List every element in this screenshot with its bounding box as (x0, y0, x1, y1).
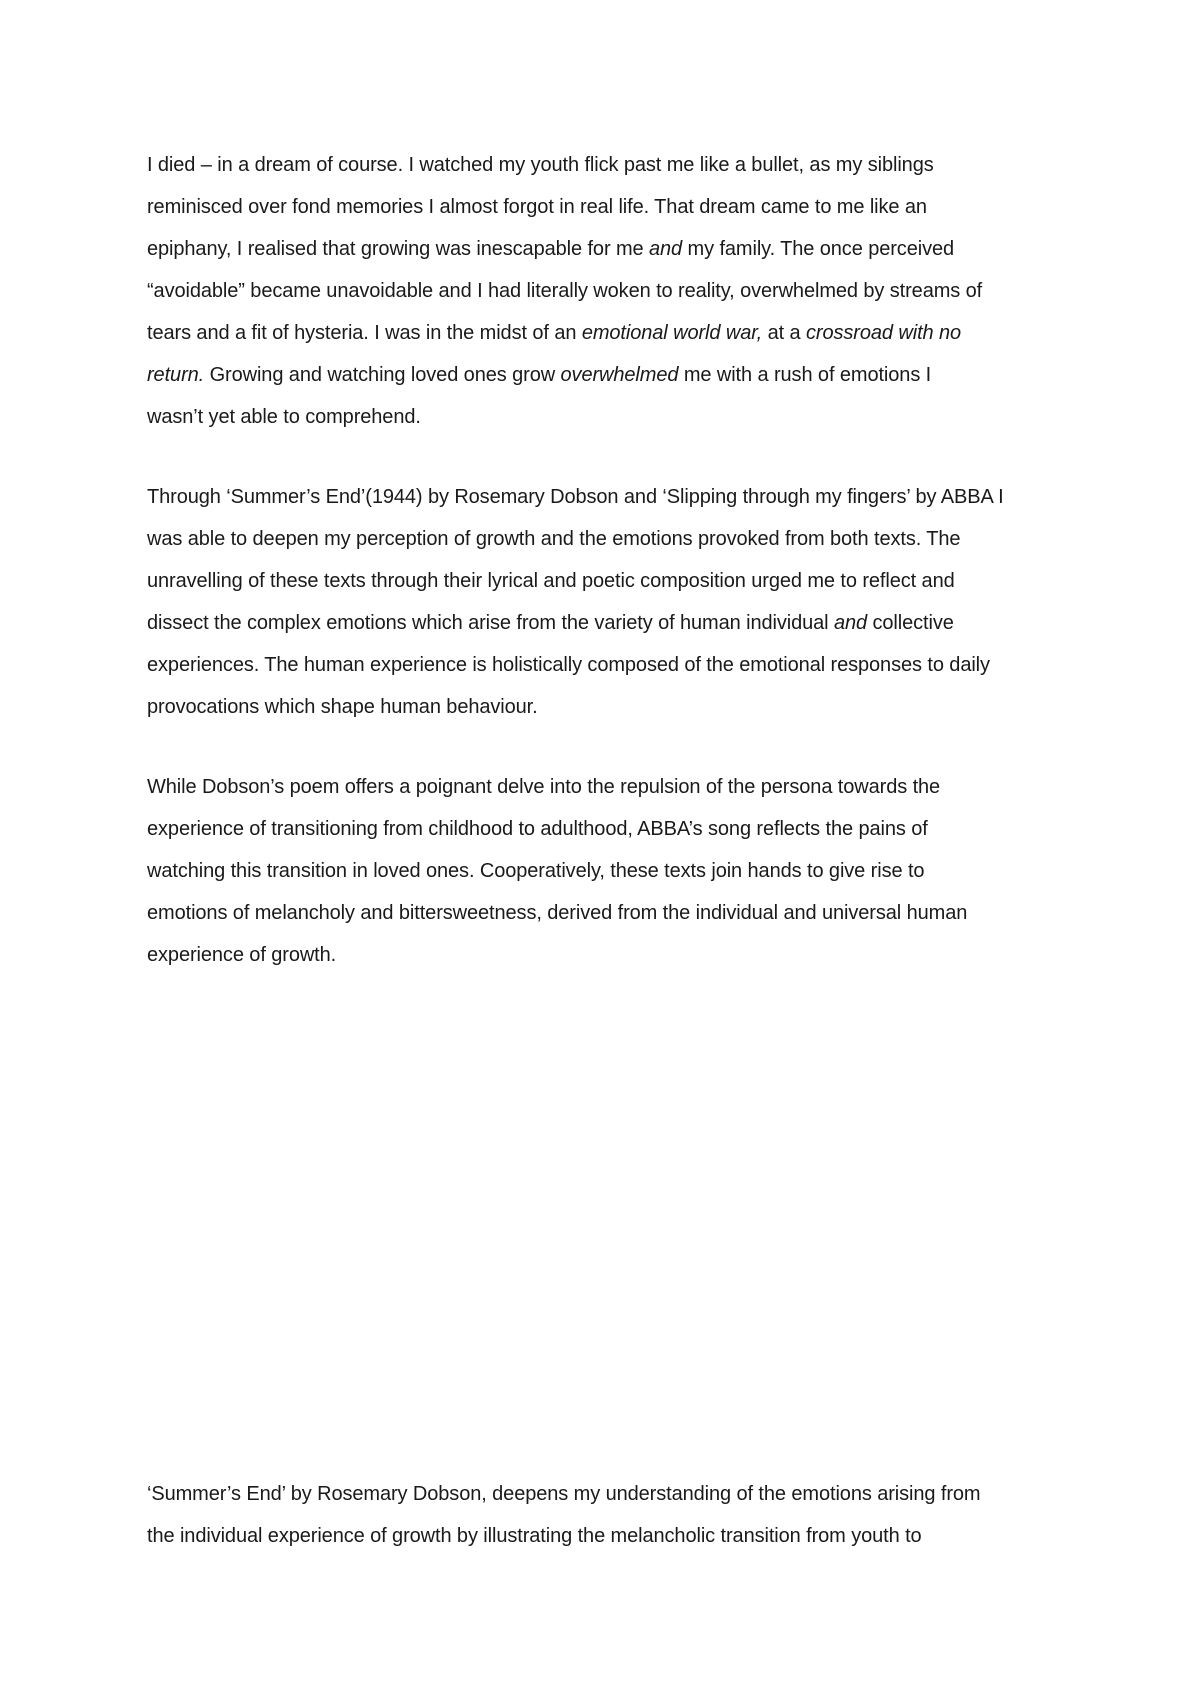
text-run: watching this transition in loved ones. Cooperatively, these texts join hands to give rise to (147, 860, 925, 882)
text-run: Growing and watching loved ones grow (204, 364, 561, 386)
text-line (147, 396, 1067, 438)
text-run: epiphany, I realised that growing was inescapable for me (147, 238, 649, 260)
text-line (147, 270, 1067, 312)
text-line (147, 602, 1067, 644)
italic-run: emotional world war, (581, 322, 763, 344)
text-run: experience of transitioning from childhood to adulthood, ABBA’s song reflects the pains of (147, 818, 928, 840)
text-run: Through ‘Summer’s End’(1944) by Rosemary Dobson and ‘Slipping through my fingers’ by ABBA I (147, 486, 1004, 508)
text-run: my family. The once perceived (682, 238, 955, 260)
text-line (147, 1515, 1067, 1557)
paragraph-thesis (147, 766, 1067, 976)
text-line (147, 312, 1067, 354)
text-line (147, 518, 1067, 560)
paragraph-summers-end-analysis (147, 1473, 1067, 1557)
italic-run: and (833, 612, 868, 634)
text-run: unravelling of these texts through their lyrical and poetic composition urged me to reflect and (147, 570, 955, 592)
text-line (147, 934, 1067, 976)
text-run: experiences. The human experience is holistically composed of the emotional responses to daily (147, 654, 990, 676)
text-line (147, 644, 1067, 686)
text-run: collective (867, 612, 954, 634)
text-line (147, 476, 1067, 518)
text-run: me with a rush of emotions I (678, 364, 932, 386)
text-run: I died – in a dream of course. I watched my youth flick past me like a bullet, as my siblings (147, 154, 934, 176)
text-line (147, 766, 1067, 808)
text-run: provocations which shape human behaviour. (147, 696, 538, 718)
text-run: reminisced over fond memories I almost forgot in real life. That dream came to me like an (147, 196, 927, 218)
text-line (147, 808, 1067, 850)
text-run: experience of growth. (147, 944, 337, 966)
text-run: wasn’t yet able to comprehend. (147, 406, 421, 428)
text-run: dissect the complex emotions which arise from the variety of human individual (147, 612, 834, 634)
text-run: emotions of melancholy and bittersweetness, derived from the individual and universal human (147, 902, 968, 924)
text-line (147, 686, 1067, 728)
text-line (147, 228, 1067, 270)
text-run: the individual experience of growth by illustrating the melancholic transition from youth to (147, 1525, 922, 1547)
text-line (147, 354, 1067, 396)
text-line (147, 144, 1067, 186)
text-run: “avoidable” became unavoidable and I had literally woken to reality, overwhelmed by streams of (147, 280, 983, 302)
italic-run: crossroad with no (806, 322, 962, 344)
text-run: While Dobson’s poem offers a poignant delve into the repulsion of the persona towards the (147, 776, 941, 798)
text-line (147, 560, 1067, 602)
text-line (147, 1473, 1067, 1515)
text-run: ‘Summer’s End’ by Rosemary Dobson, deepens my understanding of the emotions arising from (147, 1483, 981, 1505)
paragraph-texts-overview (147, 476, 1067, 728)
text-line (147, 186, 1067, 228)
text-line (147, 892, 1067, 934)
text-run: at a (762, 322, 807, 344)
paragraph-dream-introduction (147, 144, 1067, 438)
text-run: was able to deepen my perception of growth and the emotions provoked from both texts. The (147, 528, 961, 550)
text-run: tears and a fit of hysteria. I was in the midst of an (147, 322, 582, 344)
italic-run: overwhelmed (560, 364, 679, 386)
italic-run: return. (147, 364, 205, 386)
italic-run: and (649, 238, 683, 260)
text-line (147, 850, 1067, 892)
